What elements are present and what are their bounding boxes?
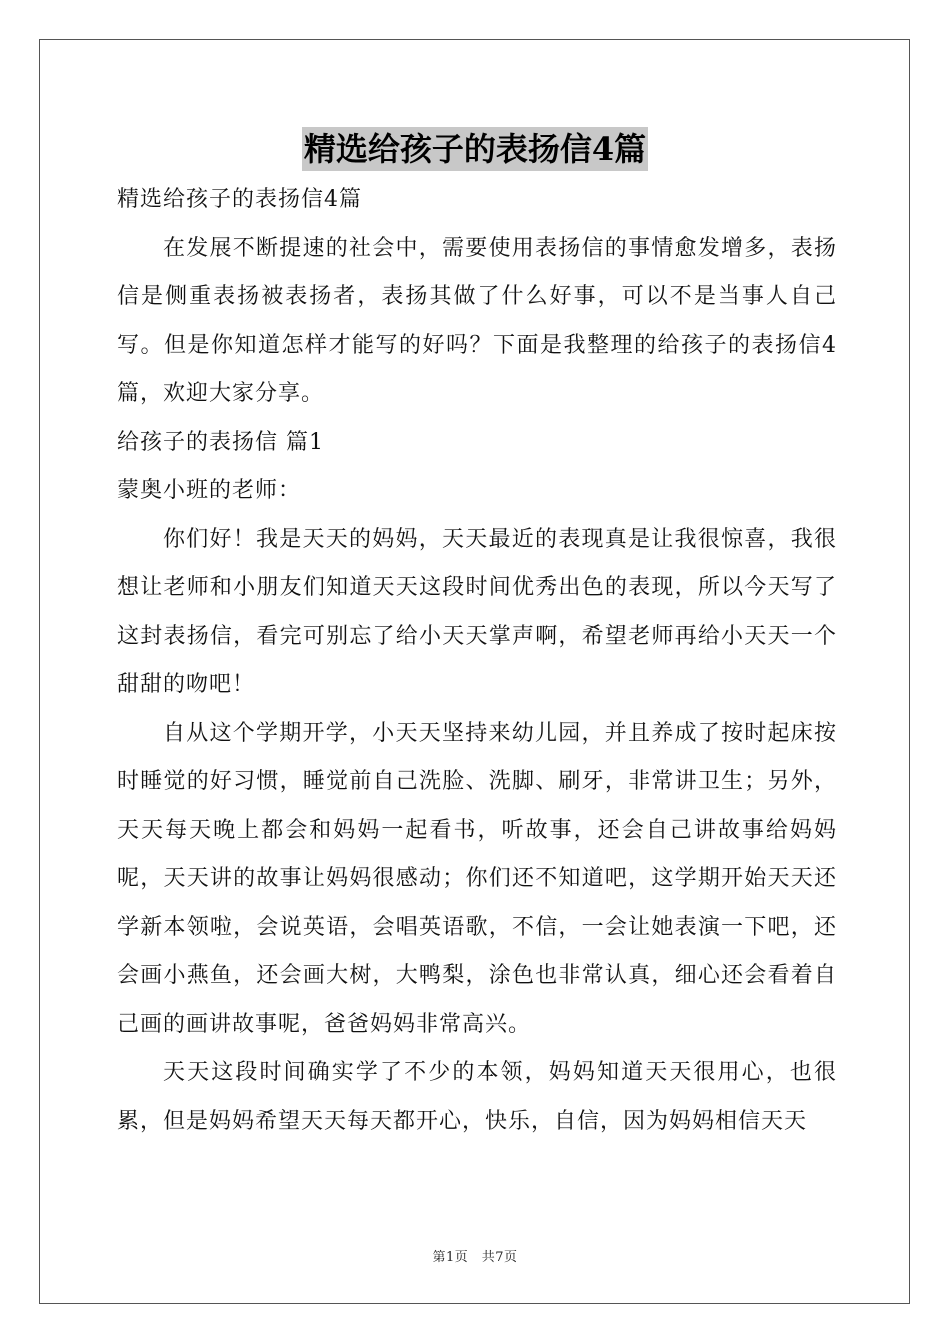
page-number-label: 第1页 共7页 — [432, 1250, 518, 1265]
page-footer — [0, 1246, 950, 1265]
salutation: 蒙奥小班的老师： — [117, 478, 302, 503]
intro-paragraph: 在发展不断提速的社会中，需要使用表扬信的事情愈发增多，表扬信是侧重表扬被表扬者，表扬其做了什么好事，可以不是当事人自己写。但是你知道怎样才能写的好吗？下面是我整理的给孩子的表扬信4篇，欢迎大家分享。 — [117, 235, 837, 406]
section-heading: 给孩子的表扬信 篇1 — [117, 429, 324, 455]
body-paragraph-2: 自从这个学期开学，小天天坚持来幼儿园，并且养成了按时起床按时睡觉的好习惯，睡觉前自己洗脸、洗脚、刷牙，非常讲卫生；另外，天天每天晚上都会和妈妈一起看书，听故事，还会自己讲故事给妈妈呢，天天讲的故事让妈妈很感动；你们还不知道吧，这学期开始天天还学新本领啦，会说英语，会唱英语歌，不信，一会让她表演一下吧，还会画小燕鱼，还会画大树，大鸭梨，涂色也非常认真，细心还会看着自己画的画讲故事呢，爸爸妈妈非常高兴。 — [117, 720, 837, 1037]
body-paragraph-1: 你们好！我是天天的妈妈，天天最近的表现真是让我很惊喜，我很想让老师和小朋友们知道天天这段时间优秀出色的表现，所以今天写了这封表扬信，看完可别忘了给小天天掌声啊，希望老师再给小天天一个甜甜的吻吧！ — [117, 526, 837, 697]
document-body — [117, 176, 837, 1146]
document-title: 精选给孩子的表扬信4篇 — [302, 127, 648, 171]
body-paragraph-3: 天天这段时间确实学了不少的本领，妈妈知道天天很用心，也很累，但是妈妈希望天天每天都开心，快乐，自信，因为妈妈相信天天 — [117, 1060, 837, 1134]
document-subtitle: 精选给孩子的表扬信4篇 — [117, 187, 362, 212]
title-container — [0, 127, 950, 171]
